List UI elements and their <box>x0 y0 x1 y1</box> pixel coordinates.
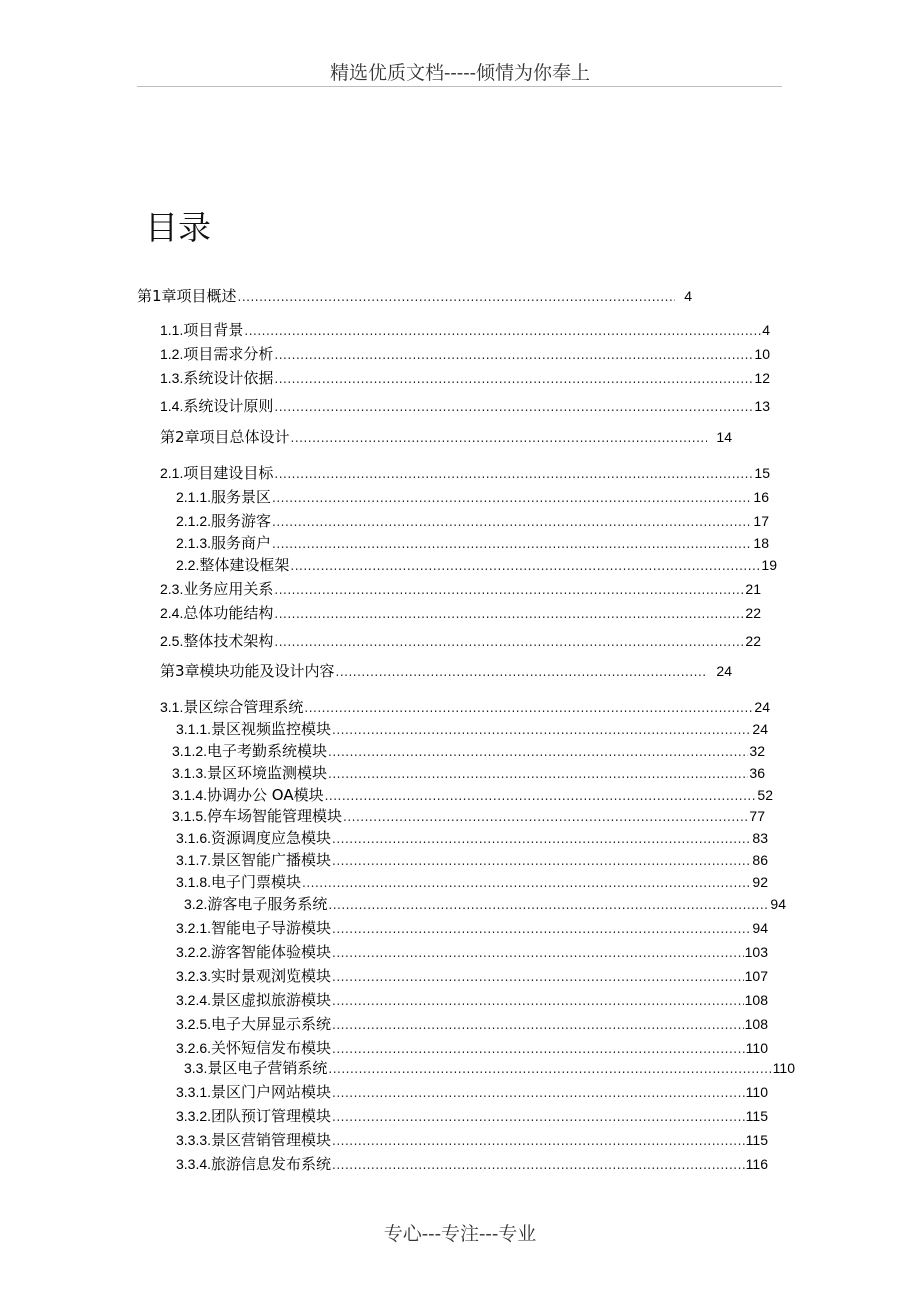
toc-entry-page-number: 86 <box>752 852 768 868</box>
toc-entry-page-number: 110 <box>772 1060 795 1076</box>
toc-entry-title: 服务游客 <box>211 512 272 530</box>
toc-entry-title: 电子门票模块 <box>211 873 302 891</box>
toc-entry[interactable] <box>160 579 761 599</box>
toc-entry-title: 关怀短信发布模块 <box>211 1039 332 1057</box>
toc-entry-number: 3.1.4. <box>172 787 208 803</box>
toc-entry[interactable] <box>176 719 768 739</box>
toc-entry-page-number: 24 <box>752 721 768 737</box>
toc-entry-page-number: 92 <box>752 874 768 890</box>
toc-entry-page-number: 103 <box>744 944 768 960</box>
toc-dot-leader <box>332 967 744 987</box>
toc-entry-number: 2.1. <box>160 465 184 481</box>
toc-dot-leader <box>244 321 761 341</box>
toc-entry-page-number: 36 <box>749 765 765 781</box>
toc-dot-leader <box>274 464 753 484</box>
toc-dot-leader <box>332 1039 745 1059</box>
toc-entry[interactable] <box>176 1014 768 1034</box>
toc-dot-leader <box>272 534 752 554</box>
toc-entry-number: 1.2. <box>160 346 184 362</box>
toc-entry-page-number: 110 <box>745 1040 768 1056</box>
toc-entry-number: 2.1.2. <box>176 513 212 529</box>
toc-entry[interactable] <box>160 631 761 651</box>
toc-entry-title: 景区门户网站模块 <box>211 1083 332 1101</box>
toc-entry[interactable] <box>172 741 765 761</box>
toc-dot-leader <box>332 851 751 871</box>
toc-entry-title: 景区综合管理系统 <box>183 698 304 716</box>
toc-entry-number: 3.1.8. <box>176 874 212 890</box>
toc-entry-title: 项目背景 <box>183 321 244 339</box>
toc-dot-leader <box>274 345 753 365</box>
toc-dot-leader <box>332 829 751 849</box>
toc-entry[interactable] <box>176 1154 768 1174</box>
toc-dot-leader <box>332 991 744 1011</box>
toc-dot-leader <box>328 764 748 784</box>
toc-entry-number: 3.3.3. <box>176 1132 212 1148</box>
toc-entry-number: 2.2. <box>176 557 200 573</box>
toc-entry[interactable] <box>176 990 768 1010</box>
toc-entry-number: 3.2.3. <box>176 968 212 984</box>
toc-dot-leader <box>332 1155 745 1175</box>
toc-entry-page-number: 17 <box>753 513 769 529</box>
toc-entry-page-number: 83 <box>752 830 768 846</box>
toc-entry[interactable] <box>176 555 777 575</box>
toc-entry-title: 景区智能广播模块 <box>211 851 332 869</box>
toc-dot-leader <box>272 488 752 508</box>
toc-dot-leader <box>272 512 752 532</box>
toc-entry-page-number: 19 <box>761 557 777 573</box>
toc-dot-leader <box>274 632 744 652</box>
toc-entry[interactable] <box>172 763 765 783</box>
toc-dot-leader <box>274 604 744 624</box>
toc-entry-page-number: 22 <box>745 633 761 649</box>
toc-dot-leader <box>332 1107 745 1127</box>
toc-dot-leader <box>336 662 708 682</box>
toc-entry-page-number: 24 <box>716 663 732 679</box>
toc-entry[interactable] <box>160 463 770 483</box>
toc-entry-title: 整体技术架构 <box>183 632 274 650</box>
toc-entry-number: 3.2.1. <box>176 920 212 936</box>
toc-dot-leader <box>291 428 708 448</box>
toc-dot-leader <box>332 943 744 963</box>
toc-entry-number: 3.1.7. <box>176 852 212 868</box>
toc-entry-page-number: 32 <box>749 743 765 759</box>
toc-entry[interactable] <box>176 942 768 962</box>
toc-chapter-entry[interactable] <box>160 427 732 447</box>
toc-entry-number: 3.1.2. <box>172 743 208 759</box>
toc-entry-number: 3.2.4. <box>176 992 212 1008</box>
toc-entry-page-number: 4 <box>684 288 692 304</box>
toc-entry-title: 第2章项目总体设计 <box>160 428 290 446</box>
toc-entry-page-number: 94 <box>752 920 768 936</box>
toc-entry-number: 3.1.6. <box>176 830 212 846</box>
toc-entry-number: 2.4. <box>160 605 184 621</box>
toc-entry[interactable] <box>176 487 769 507</box>
toc-chapter-entry[interactable] <box>160 661 732 681</box>
toc-entry-title: 景区电子营销系统 <box>207 1059 328 1077</box>
toc-entry-title: 服务商户 <box>211 534 272 552</box>
toc-entry[interactable] <box>176 1106 768 1126</box>
toc-entry-page-number: 16 <box>753 489 769 505</box>
toc-entry-number: 3.2.2. <box>176 944 212 960</box>
toc-entry-number: 3.1. <box>160 699 184 715</box>
toc-dot-leader <box>328 895 769 915</box>
toc-entry[interactable] <box>176 533 769 553</box>
toc-entry-page-number: 14 <box>716 429 732 445</box>
toc-entry-title: 协调办公 OA模块 <box>207 786 324 804</box>
toc-entry[interactable] <box>176 918 768 938</box>
toc-entry-title: 景区视频监控模块 <box>211 720 332 738</box>
toc-entry-page-number: 12 <box>754 370 770 386</box>
toc-entry[interactable] <box>160 344 770 364</box>
toc-entry-title: 总体功能结构 <box>183 604 274 622</box>
toc-entry[interactable] <box>160 697 770 717</box>
toc-dot-leader <box>332 919 751 939</box>
toc-entry[interactable] <box>176 850 768 870</box>
toc-entry-page-number: 115 <box>745 1132 768 1148</box>
toc-entry-page-number: 4 <box>762 322 770 338</box>
toc-entry-number: 3.3. <box>184 1060 208 1076</box>
toc-entry[interactable] <box>176 872 768 892</box>
toc-dot-leader <box>274 369 753 389</box>
toc-entry-number: 3.1.3. <box>172 765 208 781</box>
toc-dot-leader <box>302 873 751 893</box>
toc-entry-title: 旅游信息发布系统 <box>211 1155 332 1173</box>
toc-entry[interactable] <box>184 894 786 914</box>
toc-entry-page-number: 22 <box>745 605 761 621</box>
toc-entry[interactable] <box>160 368 770 388</box>
toc-dot-leader <box>328 742 748 762</box>
toc-entry-page-number: 21 <box>745 581 761 597</box>
toc-entry-page-number: 10 <box>754 346 770 362</box>
toc-entry[interactable] <box>184 1058 795 1078</box>
toc-entry-page-number: 116 <box>745 1156 768 1172</box>
toc-dot-leader <box>343 807 748 827</box>
toc-entry-title: 系统设计原则 <box>183 397 274 415</box>
toc-entry[interactable] <box>176 1130 768 1150</box>
toc-dot-leader <box>332 1131 745 1151</box>
toc-dot-leader <box>332 720 751 740</box>
toc-entry-page-number: 108 <box>744 992 768 1008</box>
toc-entry-page-number: 15 <box>754 465 770 481</box>
toc-dot-leader <box>274 397 753 417</box>
toc-entry-title: 电子考勤系统模块 <box>207 742 328 760</box>
toc-entry[interactable] <box>176 511 769 531</box>
toc-entry-page-number: 52 <box>757 787 773 803</box>
toc-entry-page-number: 18 <box>753 535 769 551</box>
toc-entry-title: 第1章项目概述 <box>137 287 237 305</box>
page-footer: 专心---专注---专业 <box>383 1223 537 1245</box>
toc-entry-page-number: 13 <box>754 398 770 414</box>
toc-entry-title: 第3章模块功能及设计内容 <box>160 662 335 680</box>
toc-dot-leader <box>332 1083 745 1103</box>
toc-entry-page-number: 115 <box>745 1108 768 1124</box>
page-header: 精选优质文档-----倾情为你奉上 <box>329 62 591 84</box>
toc-entry-number: 3.1.5. <box>172 808 208 824</box>
toc-entry[interactable] <box>176 1082 768 1102</box>
toc-entry-number: 2.1.3. <box>176 535 212 551</box>
toc-entry-number: 3.3.4. <box>176 1156 212 1172</box>
toc-entry-title: 系统设计依据 <box>183 369 274 387</box>
toc-entry-number: 3.2. <box>184 896 208 912</box>
toc-dot-leader <box>304 698 753 718</box>
toc-entry-title: 景区营销管理模块 <box>211 1131 332 1149</box>
toc-dot-leader <box>238 287 676 307</box>
toc-entry-title: 智能电子导游模块 <box>211 919 332 937</box>
toc-entry-number: 3.3.1. <box>176 1084 212 1100</box>
toc-entry[interactable] <box>160 320 770 340</box>
toc-entry[interactable] <box>160 603 761 623</box>
toc-entry-number: 3.1.1. <box>176 721 212 737</box>
toc-entry-title: 停车场智能管理模块 <box>207 807 343 825</box>
toc-entry[interactable] <box>176 966 768 986</box>
toc-entry-title: 电子大屏显示系统 <box>211 1015 332 1033</box>
toc-entry[interactable] <box>160 396 770 416</box>
toc-entry-title: 资源调度应急模块 <box>211 829 332 847</box>
toc-dot-leader <box>332 1015 744 1035</box>
toc-entry-title: 景区虚拟旅游模块 <box>211 991 332 1009</box>
toc-entry-page-number: 108 <box>744 1016 768 1032</box>
toc-chapter-entry[interactable] <box>137 286 692 306</box>
toc-entry-number: 2.1.1. <box>176 489 212 505</box>
toc-dot-leader <box>274 580 744 600</box>
toc-entry-page-number: 24 <box>754 699 770 715</box>
toc-entry-number: 1.4. <box>160 398 184 414</box>
toc-entry-title: 服务景区 <box>211 488 272 506</box>
toc-entry-number: 1.3. <box>160 370 184 386</box>
toc-dot-leader <box>290 556 760 576</box>
toc-entry-title: 景区环境监测模块 <box>207 764 328 782</box>
toc-entry-title: 项目需求分析 <box>183 345 274 363</box>
toc-entry-page-number: 110 <box>745 1084 768 1100</box>
toc-entry-number: 3.2.5. <box>176 1016 212 1032</box>
toc-entry-number: 3.2.6. <box>176 1040 212 1056</box>
toc-entry-page-number: 107 <box>744 968 768 984</box>
toc-entry-page-number: 77 <box>749 808 765 824</box>
toc-entry[interactable] <box>172 785 773 805</box>
toc-dot-leader <box>325 786 757 806</box>
toc-entry-title: 整体建设框架 <box>199 556 290 574</box>
toc-entry-title: 实时景观浏览模块 <box>211 967 332 985</box>
toc-entry-title: 团队预订管理模块 <box>211 1107 332 1125</box>
toc-entry-number: 1.1. <box>160 322 184 338</box>
toc-entry[interactable] <box>176 1038 768 1058</box>
toc-entry-title: 业务应用关系 <box>183 580 274 598</box>
toc-entry[interactable] <box>176 828 768 848</box>
toc-entry-number: 2.5. <box>160 633 184 649</box>
toc-title: 目录 <box>145 208 211 247</box>
toc-dot-leader <box>328 1059 771 1079</box>
toc-entry-page-number: 94 <box>770 896 786 912</box>
toc-entry-title: 项目建设目标 <box>183 464 274 482</box>
toc-entry-title: 游客电子服务系统 <box>207 895 328 913</box>
toc-entry-number: 2.3. <box>160 581 184 597</box>
toc-entry[interactable] <box>172 806 765 826</box>
toc-entry-title: 游客智能体验模块 <box>211 943 332 961</box>
toc-entry-number: 3.3.2. <box>176 1108 212 1124</box>
